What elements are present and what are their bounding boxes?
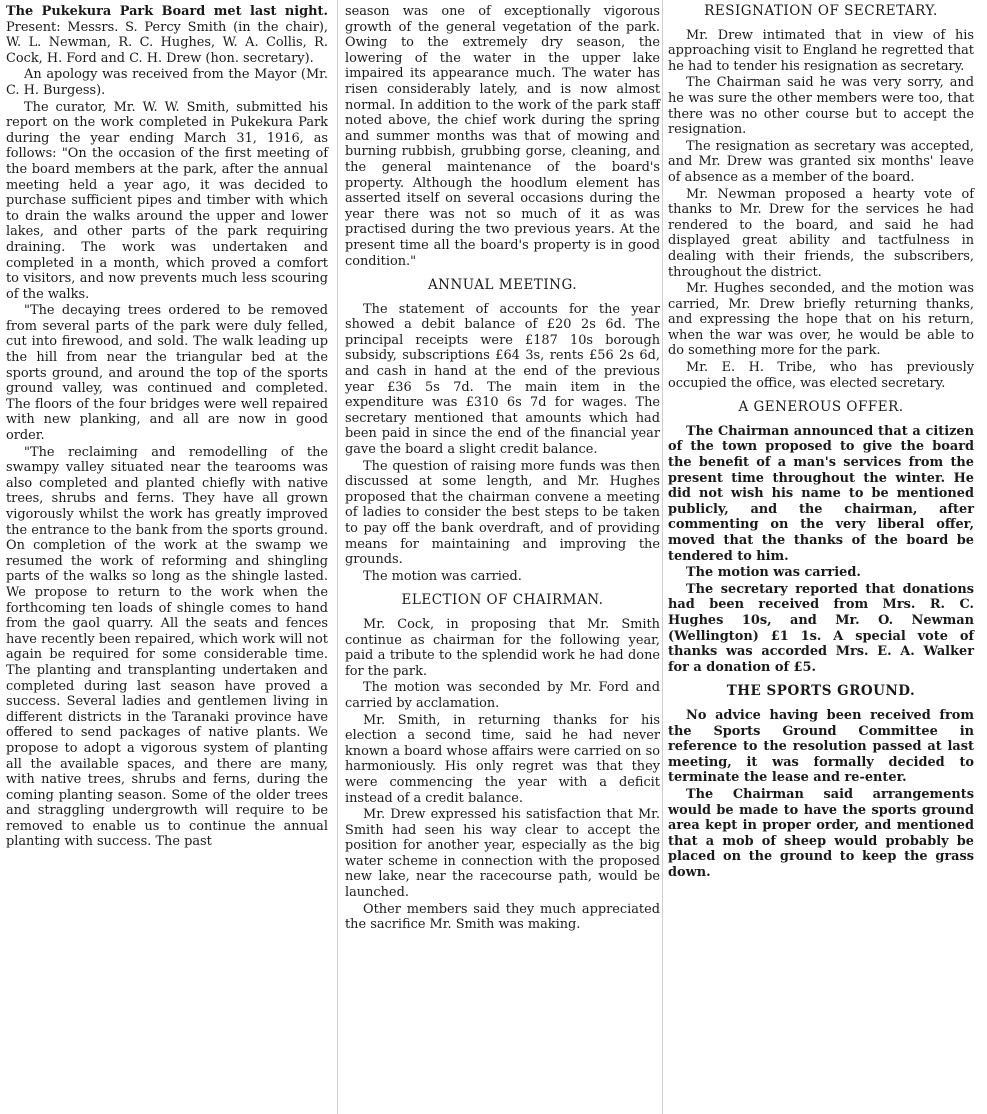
section-heading: A GENEROUS OFFER. (738, 399, 904, 416)
paragraph: The secretary reported that donations had been received from Mrs. R. C. Hughes 10s, and Mr. O. Newman (Wellington) £1 1s. A special vote of thanks was accorded Mrs. E. A. Walker for a donation of £5. (668, 581, 974, 675)
column-1 (6, 4, 328, 851)
section-heading: ELECTION OF CHAIRMAN. (401, 592, 604, 609)
paragraph: The statement of accounts for the year showed a debit balance of £20 2s 6d. The principal receipts were £187 10s borough subsidy, subscriptions £64 3s, rents £56 2s 6d, and cash in hand at the end of the previous year £36 5s 7d. The main item in the expenditure was £310 6s 7d for wages. The secretary mentioned that amounts which had been paid in since the end of the financial year gave the board a slight credit balance. (345, 301, 660, 458)
paragraph: The question of raising more funds was then discussed at some length, and Mr. Hughes proposed that the chairman convene a meeting of ladies to consider the best steps to be taken to pay off the bank overdraft, and of providing means for maintaining and improving the grounds. (345, 458, 660, 568)
paragraph: The Chairman said he was very sorry, and he was sure the other members were too, that there was no other course but to accept the resignation. (668, 75, 974, 138)
section-heading: RESIGNATION OF SECRETARY. (704, 3, 938, 19)
paragraph: The motion was seconded by Mr. Ford and carried by acclamation. (345, 680, 660, 711)
paragraph: Mr. Hughes seconded, and the motion was carried, Mr. Drew briefly returning thanks, and expressing the hope that on his return, when the war was over, he would be able to do something more for the park. (668, 281, 974, 359)
paragraph: The motion was carried. (363, 568, 522, 584)
paragraph: "The reclaiming and remodelling of the swampy valley situated near the tearooms was also completed and planted chiefly with native trees, shrubs and ferns. They have all grown vigorously whilst the work has greatly improved the entrance to the bank from the sports ground. On completion of the work at the swamp we resumed the work of reforming and shingling parts of the walks so long as the shingle lasted. We propose to return to the work when the forthcoming ten loads of shingle comes to hand from the gaol quarry. All the seats and fences have recently been repaired, which work will not again be required for some considerable time. The planting and transplanting undertaken and completed during last season have proved a success. Several ladies and gentlemen living in different districts in the Taranaki province have offered to send packages of native plants. We propose to adopt a vigorous system of planting all the available spaces, and there are many, with native trees, shrubs and ferns, during the coming planting season. Some of the older trees and straggling undergrowth will require to be removed to enable us to continue the annual planting with success. The past (6, 444, 328, 850)
paragraph: Mr. Newman proposed a hearty vote of thanks to Mr. Drew for the services he had rendered to the board, and said he had displayed great ability and tactfulness in dealing with their friends, the subscribers, throughout the district. (668, 186, 974, 280)
paragraph: The Chairman announced that a citizen of the town proposed to give the board the benefit of a man's services from the present time throughout the winter. He did not wish his name to be mentioned publicly, and the chairman, after commenting on the very liberal offer, moved that the thanks of the board be tendered to him. (668, 423, 974, 564)
paragraph: An apology was received from the Mayor (Mr. C. H. Burgess). (6, 67, 328, 98)
paragraph (6, 4, 328, 66)
section-heading: THE SPORTS GROUND. (726, 683, 916, 700)
column-3 (668, 4, 974, 881)
paragraph: The Chairman said arrangements would be made to have the sports ground area kept in proper order, and mentioned that a mob of sheep would probably be placed on the ground to keep the grass down. (668, 786, 974, 880)
paragraph: The curator, Mr. W. W. Smith, submitted his report on the work completed in Pukekura Park during the year ending March 31, 1916, as follows: "On the occasion of the first meeting of the board members at the park, after the annual meeting held a year ago, it was decided to purchase sufficient pipes and timber with which to drain the walks around the upper and lower lakes, and other parts of the park requiring draining. The work was undertaken and completed in a month, which proved a comfort to visitors, and now prevents much less scouring of the walks. (6, 99, 328, 302)
paragraph: "The decaying trees ordered to be removed from several parts of the park were duly felled, cut into firewood, and sold. The walk leading up the hill from near the triangular bed at the sports ground, and around the top of the sports ground valley, was continued and completed. The floors of the four bridges were well repaired with new planking, and all are now in good order. (6, 303, 328, 444)
paragraph: Mr. Drew intimated that in view of his approaching visit to England he regretted that he had to tender his resignation as secretary. (668, 27, 974, 74)
paragraph: The resignation as secretary was accepted, and Mr. Drew was granted six months' leave of absence as a member of the board. (668, 138, 974, 185)
paragraph: Mr. Drew expressed his satisfaction that Mr. Smith had seen his way clear to accept the position for another year, especially as the big water scheme in connection with the proposed new lake, near the racecourse path, would be launched. (345, 807, 660, 901)
section-heading: ANNUAL MEETING. (427, 277, 578, 294)
column-rule (337, 0, 338, 1114)
paragraph: No advice having been received from the Sports Ground Committee in reference to the resolution passed at last meeting, it was formally decided to terminate the lease and re-enter. (668, 707, 974, 786)
column-rule (662, 0, 663, 1114)
paragraph: Other members said they much appreciated the sacrifice Mr. Smith was making. (345, 901, 660, 933)
paragraph: season was one of exceptionally vigorous growth of the general vegetation of the park. Owing to the extremely dry season, the lowering of the water in the upper lake impaired its appearance much. The water has risen considerably lately, and is now almost normal. In addition to the work of the park staff noted above, the chief work during the spring and summer months was that of mowing and burning rubbish, grubbing gorse, cleaning, and the general maintenance of the board's property. Although the hoodlum element has asserted itself on several occasions during the year there was not so much of it as was practised during the two previous years. At the present time all the board's property is in good condition." (345, 4, 660, 269)
article-lead: The Pukekura Park Board met last night. (6, 4, 328, 19)
column-2 (345, 4, 660, 934)
paragraph: Mr. Cock, in proposing that Mr. Smith continue as chairman for the following year, paid a tribute to the splendid work he had done for the park. (345, 616, 660, 679)
attendance-text: Present: Messrs. S. Percy Smith (in the chair), W. L. Newman, R. C. Hughes, W. A. Collis, R. Cock, H. Ford and C. H. Drew (hon. secretary). (6, 19, 328, 66)
paragraph: The motion was carried. (686, 565, 861, 581)
paragraph: Mr. E. H. Tribe, who has previously occupied the office, was elected secretary. (668, 360, 974, 391)
paragraph: Mr. Smith, in returning thanks for his election a second time, said he had never known a board whose affairs were carried on so harmoniously. His only regret was that they were commencing the year with a deficit instead of a credit balance. (345, 712, 660, 806)
